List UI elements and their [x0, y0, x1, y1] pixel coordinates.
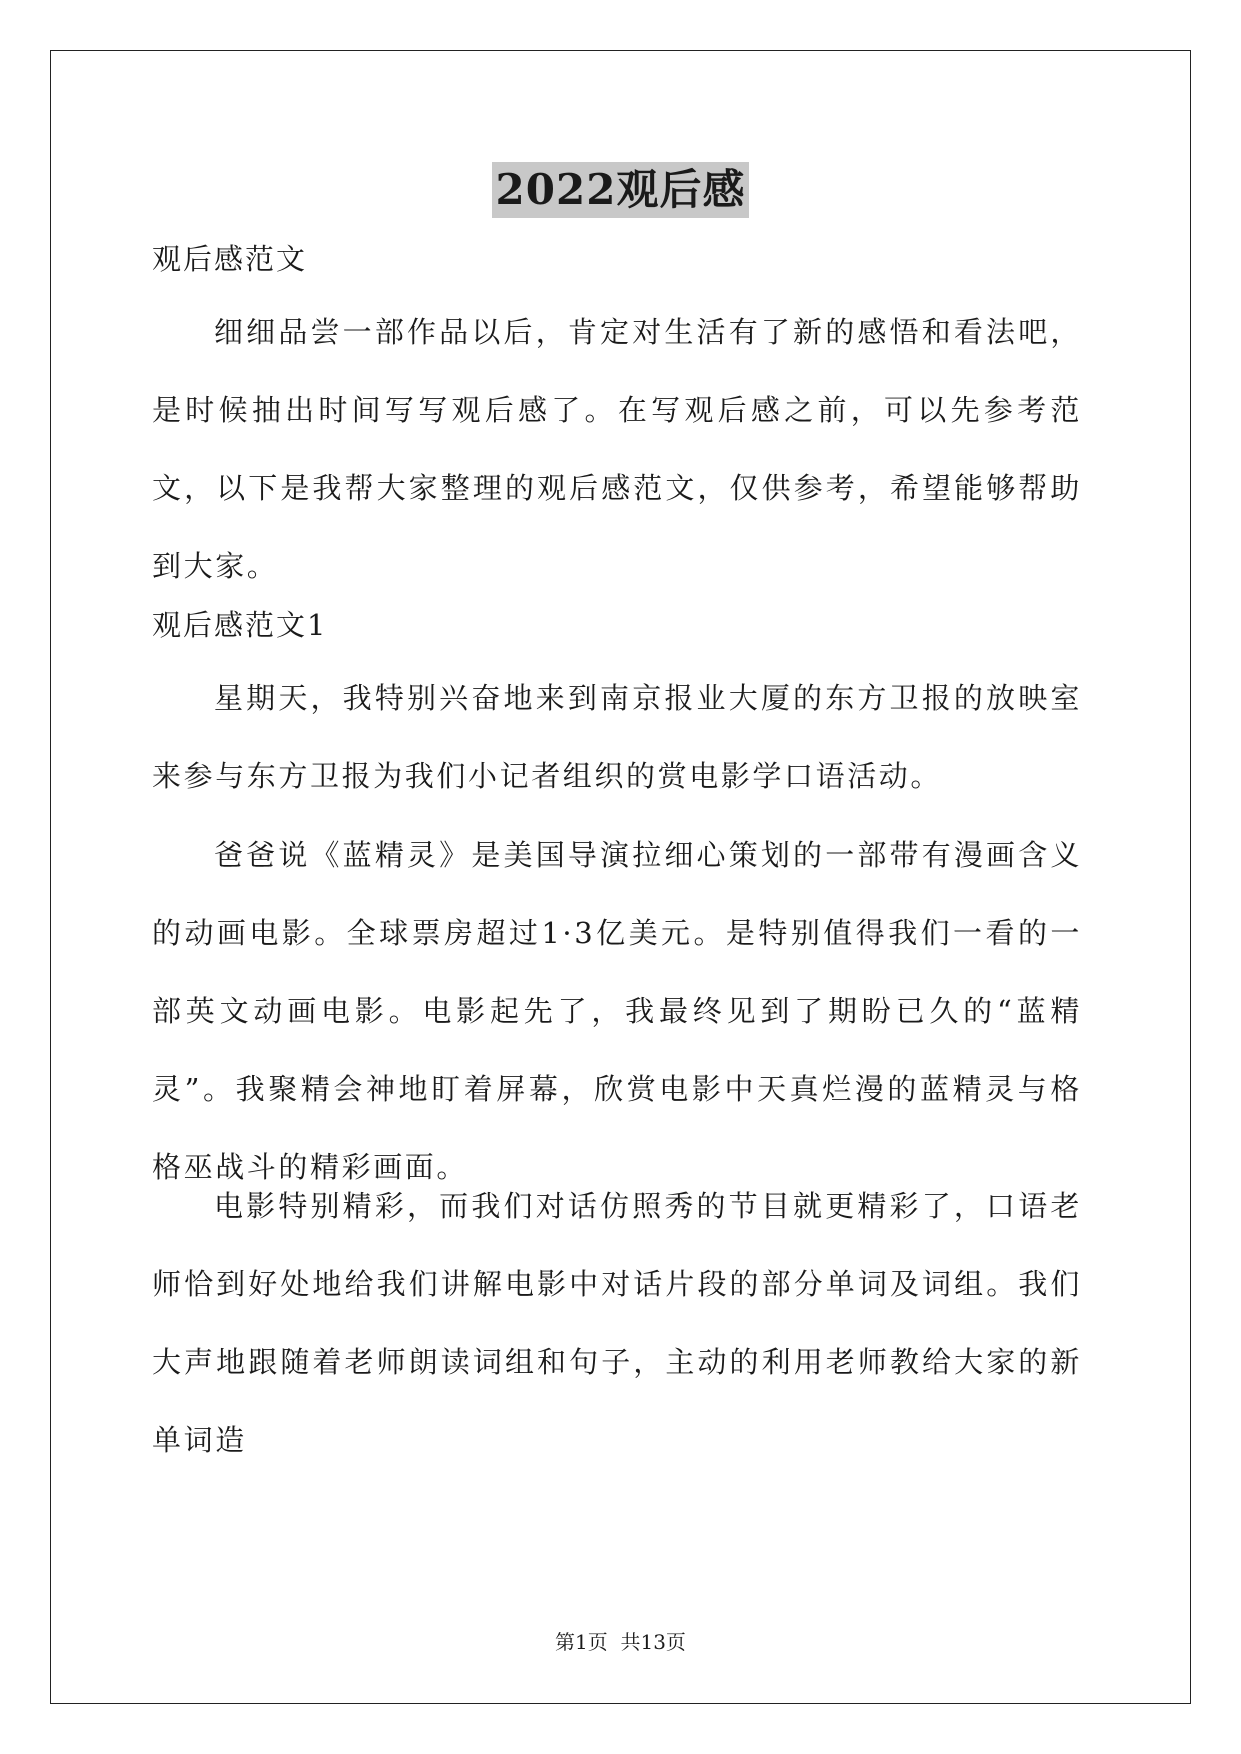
document-title: 2022观后感: [492, 162, 750, 218]
title-container: [0, 162, 1241, 218]
body-paragraph-2: 爸爸说《蓝精灵》是美国导演拉细心策划的一部带有漫画含义的动画电影。全球票房超过1·3亿美元。是特别值得我们一看的一部英文动画电影。电影起先了，我最终见到了期盼已久的“蓝精灵”。我聚精会神地盯着屏幕，欣赏电影中天真烂漫的蓝精灵与格格巫战斗的精彩画面。: [152, 838, 1082, 1184]
section1-heading: 观后感范文1: [152, 608, 328, 642]
body-paragraph-3: 电影特别精彩，而我们对话仿照秀的节目就更精彩了，口语老师恰到好处地给我们讲解电影中对话片段的部分单词及词组。我们大声地跟随着老师朗读词组和句子，主动的利用老师教给大家的新单词造: [152, 1189, 1082, 1457]
page-number-footer: 第1页 共13页: [555, 1630, 686, 1654]
intro-heading: 观后感范文: [152, 242, 308, 276]
intro-paragraph: 细细品尝一部作品以后，肯定对生活有了新的感悟和看法吧，是时候抽出时间写写观后感了。在写观后感之前，可以先参考范文，以下是我帮大家整理的观后感范文，仅供参考，希望能够帮助到大家。: [152, 315, 1082, 583]
body-paragraph-1: 星期天，我特别兴奋地来到南京报业大厦的东方卫报的放映室来参与东方卫报为我们小记者组织的赏电影学口语活动。: [152, 681, 1082, 793]
